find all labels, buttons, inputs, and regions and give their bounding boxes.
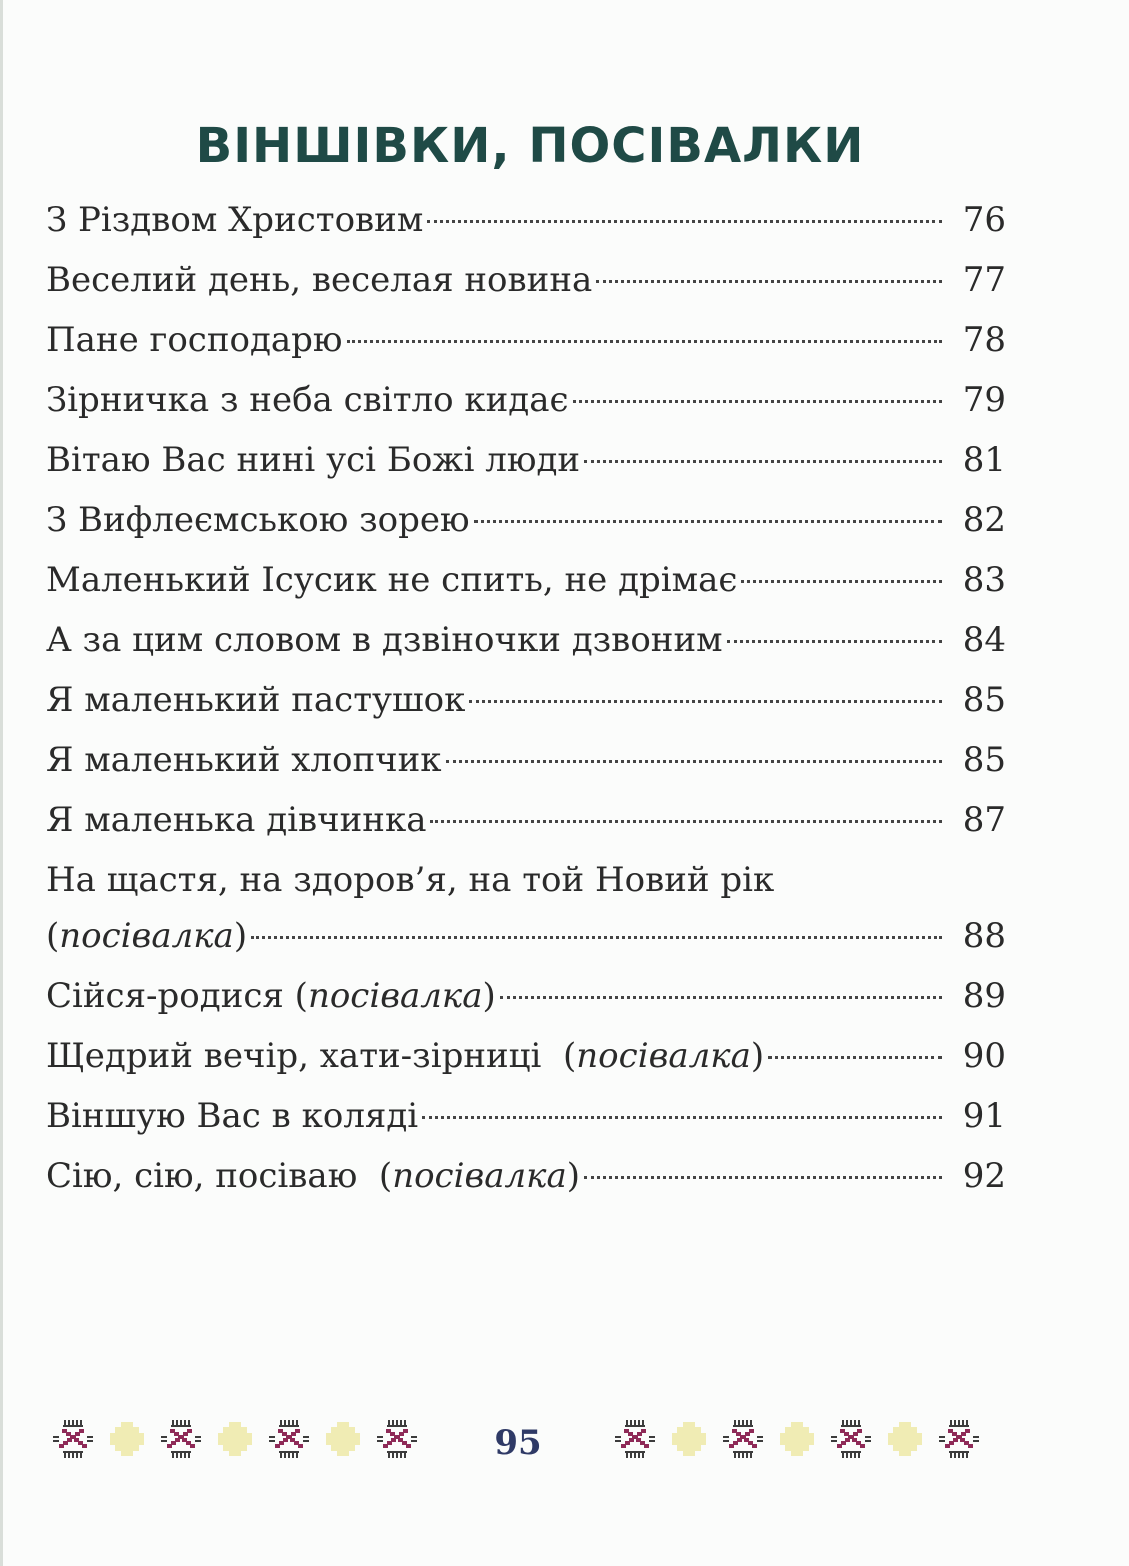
toc-leader-dots [596,280,942,283]
embroidery-ornament-right [612,1415,982,1463]
toc-entry-title: Віншую Вас в коляді [46,1096,419,1136]
toc-entry[interactable] [46,670,1006,730]
toc-entry-page: 92 [962,1156,1006,1196]
toc-entry[interactable] [46,550,1006,610]
toc-entry-page: 82 [962,500,1006,540]
toc-entry-note: посівалка [392,1156,567,1196]
embroidery-ornament-icon [266,1416,312,1462]
embroidery-ornament-left [50,1415,420,1463]
toc-entry-note: посівалка [59,916,234,956]
embroidery-ornament-icon [104,1416,150,1462]
toc-entry[interactable] [46,906,1006,966]
toc-entry[interactable] [46,310,1006,370]
toc-entry-title: Я маленька дівчинка [46,800,427,840]
embroidery-ornament-icon [320,1416,366,1462]
toc-entry[interactable] [46,370,1006,430]
toc-leader-dots [727,640,942,643]
toc-leader-dots [584,1176,942,1179]
toc-entry[interactable] [46,190,1006,250]
toc-entry-title: Веселий день, веселая новина [46,260,593,300]
toc-entry[interactable] [46,790,1006,850]
toc-entry-title: Щедрий вечір, хати-зірниці [46,1036,542,1076]
toc-entry-title: Я маленький пастушок [46,680,466,720]
toc-entry-page: 76 [962,200,1006,240]
toc-entry[interactable] [46,610,1006,670]
embroidery-ornament-icon [212,1416,258,1462]
toc-leader-dots [422,1116,942,1119]
toc-entry-title: Зірничка з неба світло кидає [46,380,569,420]
toc-leader-dots [427,220,942,223]
toc-entry[interactable] [46,730,1006,790]
toc-leader-dots [251,936,942,939]
toc-entry-page: 90 [962,1036,1006,1076]
toc-leader-dots [347,340,942,343]
toc-entry-page: 84 [962,620,1006,660]
section-title: ВІНШІВКИ, ПОСІВАЛКИ [195,118,865,175]
embroidery-ornament-icon [612,1416,658,1462]
toc-entry-title: На щастя, на здоров’я, на той Новий рік [46,860,775,900]
toc-leader-dots [430,820,942,823]
embroidery-ornament-icon [828,1416,874,1462]
toc-leader-dots [768,1056,942,1059]
embroidery-ornament-icon [374,1416,420,1462]
toc-leader-dots [500,996,942,999]
embroidery-ornament-icon [50,1416,96,1462]
embroidery-ornament-icon [158,1416,204,1462]
toc-entry-note: посівалка [307,976,483,1016]
toc-entry-page: 87 [962,800,1006,840]
toc-leader-dots [741,580,942,583]
toc-entry-title: Вітаю Вас нині усі Божі люди [46,440,581,480]
toc-entry-title-wrap: Щедрий вечір, хати-зірниці (посівалка) [46,1036,765,1076]
toc-entry-page: 83 [962,560,1006,600]
toc-entry-note: посівалка [576,1036,751,1076]
toc-entry[interactable] [46,1146,1006,1206]
toc-leader-dots [469,700,942,703]
toc-entry-page: 79 [962,380,1006,420]
toc-entry-title: Сію, сію, посіваю [46,1156,358,1196]
toc-leader-dots [573,400,942,403]
toc-entry-title: Пане господарю [46,320,343,360]
toc-entry[interactable] [46,250,1006,310]
toc-entry-page: 91 [962,1096,1006,1136]
toc-leader-dots [446,760,942,763]
toc-entry-title-wrap: Сію, сію, посіваю (посівалка) [46,1156,581,1196]
toc-entry-title: З Різдвом Христовим [46,200,424,240]
toc-entry-note-wrap: (посівалка) [46,916,248,956]
toc-entry-title: Сійся-родися [46,976,284,1016]
table-of-contents [46,190,1006,1206]
embroidery-ornament-icon [666,1416,712,1462]
toc-entry-title-line[interactable] [46,850,1006,906]
toc-entry[interactable] [46,1086,1006,1146]
toc-entry-page: 81 [962,440,1006,480]
embroidery-ornament-icon [720,1416,766,1462]
embroidery-ornament-icon [936,1416,982,1462]
toc-entry-page: 85 [962,740,1006,780]
toc-entry-title: З Вифлеємською зорею [46,500,470,540]
toc-entry-title: Маленький Ісусик не спить, не дрімає [46,560,738,600]
embroidery-ornament-icon [774,1416,820,1462]
toc-entry-title: А за цим словом в дзвіночки дзвоним [46,620,723,660]
page-number: 95 [494,1423,542,1463]
toc-entry-page: 77 [962,260,1006,300]
toc-entry-page: 89 [962,976,1006,1016]
toc-entry[interactable] [46,430,1006,490]
toc-entry[interactable] [46,1026,1006,1086]
toc-leader-dots [584,460,942,463]
toc-entry-page: 78 [962,320,1006,360]
page-footer [0,1415,1129,1475]
toc-entry-title: Я маленький хлопчик [46,740,442,780]
embroidery-ornament-icon [882,1416,928,1462]
toc-entry-page: 85 [962,680,1006,720]
toc-entry-page: 88 [962,916,1006,956]
toc-entry[interactable] [46,966,1006,1026]
toc-entry[interactable] [46,490,1006,550]
toc-entry-title-wrap: Сійся-родися (посівалка) [46,976,496,1016]
toc-leader-dots [474,520,942,523]
